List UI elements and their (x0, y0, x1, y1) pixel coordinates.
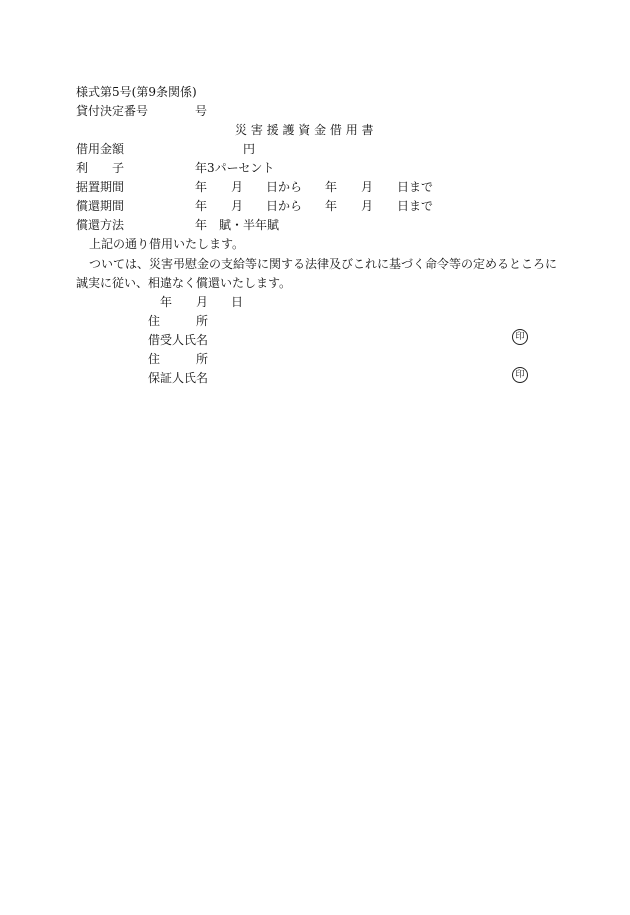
grace-year-from: 年 (195, 180, 208, 194)
repay-month-to: 月 (361, 199, 374, 213)
repayment-period-label: 償還期間 (76, 199, 125, 213)
interest-value: 年3パーセント (195, 161, 275, 175)
date-year: 年 (160, 295, 173, 309)
borrower-name-label: 借受人氏名 (148, 333, 209, 347)
loan-amount-unit: 円 (243, 142, 256, 156)
repay-month-from: 月 (231, 199, 244, 213)
guarantor-name-label: 保証人氏名 (148, 371, 209, 385)
borrower-address-label: 住 所 (148, 314, 209, 328)
loan-amount-label: 借用金額 (76, 142, 125, 156)
repayment-method-label: 償還方法 (76, 218, 125, 232)
grace-day-to: 日まで (397, 180, 434, 194)
grace-day-from: 日から (266, 180, 303, 194)
grace-month-from: 月 (231, 180, 244, 194)
grace-month-to: 月 (361, 180, 374, 194)
repay-day-from: 日から (266, 199, 303, 213)
date-month: 月 (196, 295, 209, 309)
interest-label: 利 子 (76, 161, 125, 175)
statement-repay-line1: ついては、災害弔慰金の支給等に関する法律及びこれに基づく命令等の定めるところに (89, 257, 558, 271)
date-day: 日 (231, 295, 244, 309)
decision-number-suffix: 号 (195, 104, 208, 118)
repay-day-to: 日まで (397, 199, 434, 213)
borrower-seal-mark: 印 (512, 329, 528, 345)
statement-borrow: 上記の通り借用いたします。 (89, 237, 245, 251)
statement-repay-line2: 誠実に従い、相違なく償還いたします。 (76, 276, 292, 290)
document-title: 災 害 援 護 資 金 借 用 書 (235, 123, 374, 137)
repay-year-from: 年 (195, 199, 208, 213)
repayment-method-value: 年 賦・半年賦 (195, 218, 280, 232)
decision-number-label: 貸付決定番号 (76, 104, 149, 118)
form-number: 様式第5号(第9条関係) (76, 85, 197, 99)
grace-year-to: 年 (325, 180, 338, 194)
guarantor-address-label: 住 所 (148, 352, 209, 366)
guarantor-seal-mark: 印 (512, 367, 528, 383)
grace-period-label: 据置期間 (76, 180, 125, 194)
repay-year-to: 年 (325, 199, 338, 213)
